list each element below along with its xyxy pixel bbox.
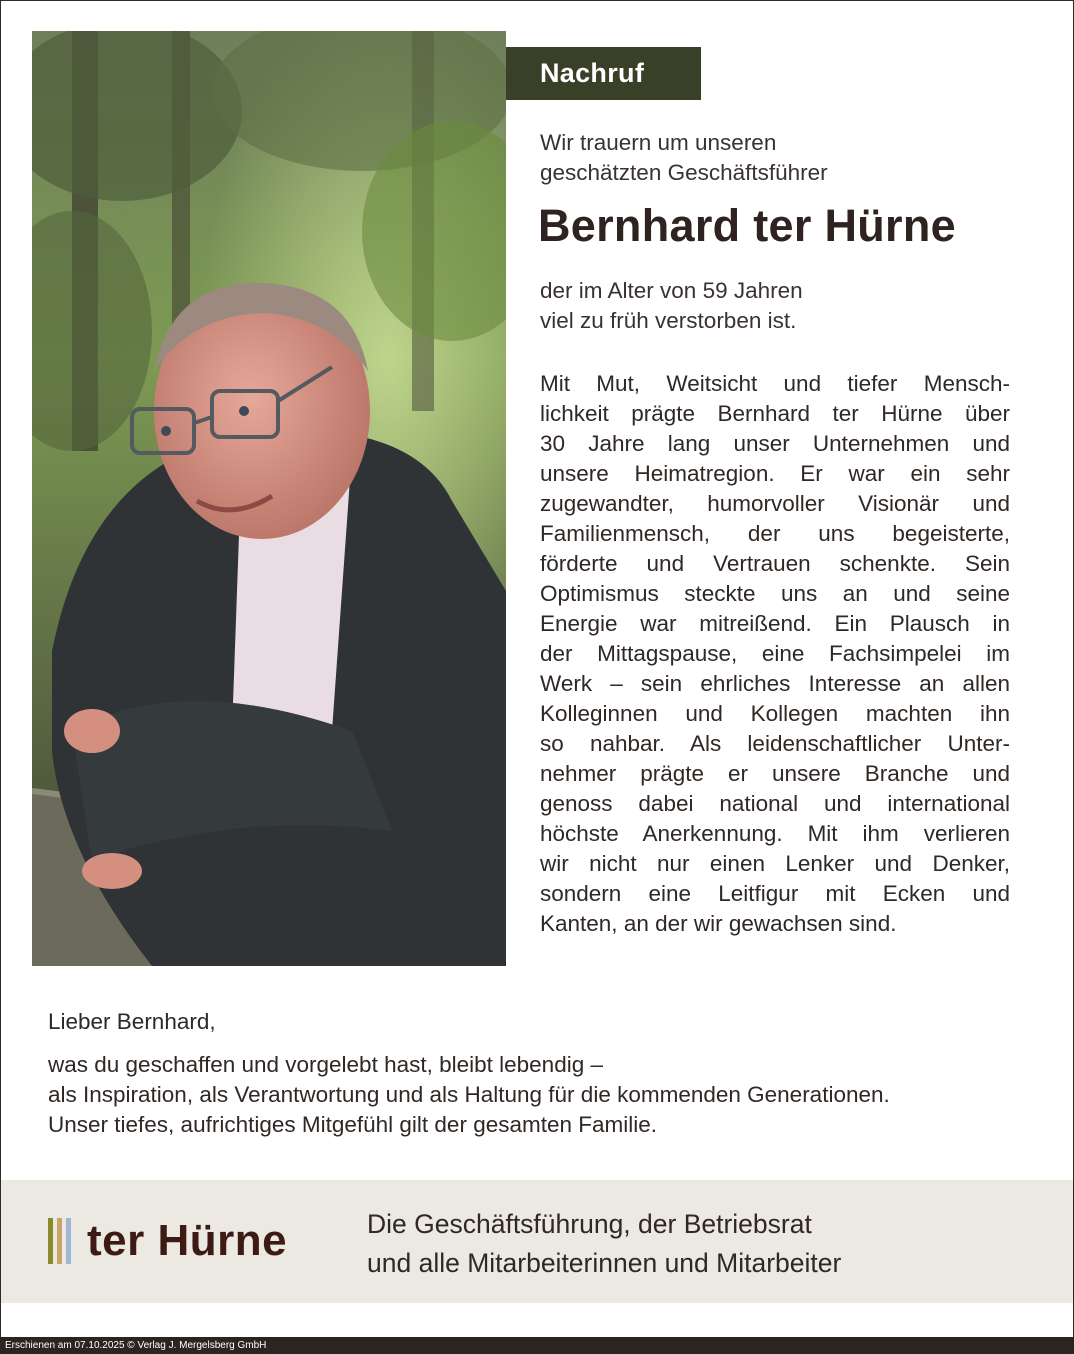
signers-line: Die Geschäftsführung, der Betriebsrat (367, 1209, 812, 1239)
tribute-line: Mit Mut, Weitsicht und tiefer Mensch- (540, 371, 1010, 396)
deceased-name: Bernhard ter Hürne (538, 200, 956, 251)
logo-bar-2 (57, 1218, 62, 1264)
tribute-line: wir nicht nur einen Lenker und Denker, (540, 851, 1010, 876)
intro-line: geschätzten Geschäftsführer (540, 160, 828, 185)
tribute-line: Kolleginnen und Kollegen machten ihn (540, 701, 1010, 726)
farewell-line: Unser tiefes, aufrichtiges Mitgefühl gilt der gesamten Familie. (48, 1112, 658, 1137)
farewell-line: was du geschaffen und vorgelebt hast, bleibt lebendig – (48, 1052, 603, 1077)
tribute-line: lichkeit prägte Bernhard ter Hürne über (540, 401, 1010, 426)
signers-text (367, 1205, 841, 1283)
tribute-line: so nahbar. Als leidenschaftlicher Unter- (540, 731, 1010, 756)
tribute-line: zugewandter, humorvoller Visionär und (540, 491, 1010, 516)
farewell-salutation: Lieber Bernhard, (48, 1009, 216, 1034)
tribute-line: unsere Heimatregion. Er war ein sehr (540, 461, 1010, 486)
company-logo (48, 1217, 287, 1265)
tribute-line: Energie war mitreißend. Ein Plausch in (540, 611, 1010, 636)
intro-text (540, 128, 828, 188)
portrait-photo (32, 31, 506, 966)
tribute-line: 30 Jahre lang unser Unternehmen und (540, 431, 1010, 456)
farewell-message (48, 1007, 890, 1140)
obituary-badge: Nachruf (506, 47, 701, 100)
signers-line: und alle Mitarbeiterinnen und Mitarbeiter (367, 1248, 842, 1278)
tribute-line: höchste Anerkennung. Mit ihm verlieren (540, 821, 1010, 846)
intro-line: Wir trauern um unseren (540, 130, 777, 155)
logo-wordmark: ter Hürne (87, 1216, 288, 1265)
tribute-paragraph (540, 369, 1010, 939)
tribute-line: Kanten, an der wir gewachsen sind. (540, 911, 897, 936)
age-text (540, 276, 803, 336)
publication-note: Erschienen am 07.10.2025 © Verlag J. Mergelsberg GmbH (0, 1337, 1074, 1354)
tribute-line: Werk – sein ehrliches Interesse an allen (540, 671, 1010, 696)
logo-bar-1 (48, 1218, 53, 1264)
age-line: der im Alter von 59 Jahren (540, 278, 803, 303)
tribute-line: der Mittagspause, eine Fachsimpelei im (540, 641, 1010, 666)
tribute-line: genoss dabei national und international (540, 791, 1010, 816)
tribute-line: Familienmensch, der uns begeisterte, (540, 521, 1010, 546)
logo-bar-3 (66, 1218, 71, 1264)
tribute-line: sondern eine Leitfigur mit Ecken und (540, 881, 1010, 906)
tribute-line: förderte und Vertrauen schenkte. Sein (540, 551, 1010, 576)
tribute-line: Optimismus steckte uns an und seine (540, 581, 1010, 606)
age-line: viel zu früh verstorben ist. (540, 308, 797, 333)
tribute-line: nehmer prägte er unsere Branche und (540, 761, 1010, 786)
farewell-line: als Inspiration, als Verantwortung und als Haltung für die kommenden Generationen. (48, 1082, 890, 1107)
